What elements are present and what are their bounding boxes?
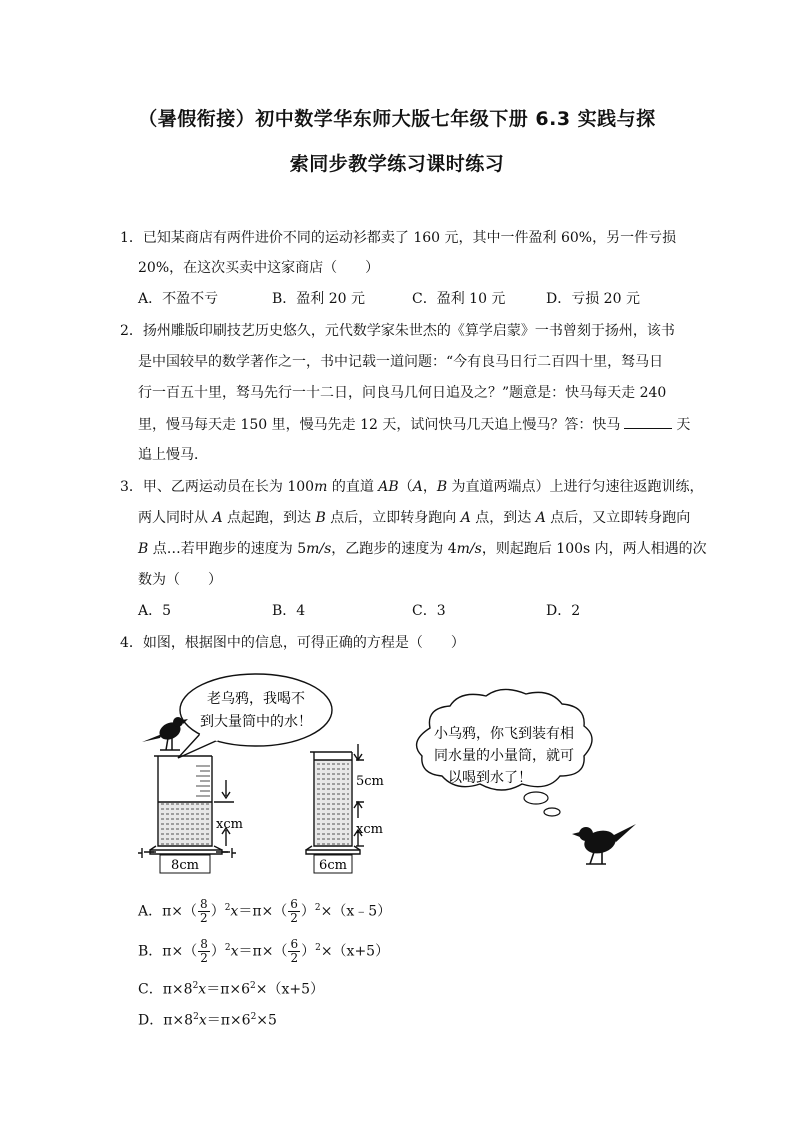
- q3-text: 3．甲、乙两运动员在长为 100: [120, 479, 315, 495]
- q2-line-3: 行一百五十里，驽马先行一十二日，问良马几何日追及之？”题意是：快马每天走 240: [138, 385, 667, 401]
- q4-text: ×5: [256, 1012, 277, 1029]
- fraction: [198, 898, 210, 925]
- q3-point-b: B: [315, 510, 326, 526]
- cyl1-height-label: xcm: [216, 817, 243, 832]
- bubble1-line1: 老乌鸦，我喝不: [207, 691, 305, 707]
- exponent: 2: [192, 981, 199, 991]
- q3-line-3: [138, 539, 707, 559]
- exponent: 2: [224, 943, 231, 953]
- q4-option-d[interactable]: [138, 1007, 277, 1031]
- denominator: 2: [290, 911, 298, 926]
- q3-text: ，则起跑后 100s 内，两人相遇的次: [481, 541, 707, 557]
- bubble1-line2: 到大量筒中的水！: [200, 714, 312, 730]
- q3-unit-ms: m/s: [456, 541, 482, 557]
- numerator: 6: [290, 897, 298, 912]
- q4-text: ×（x﹣5）: [320, 903, 392, 920]
- little-crow-icon: [572, 824, 636, 864]
- q3-text: ，: [422, 479, 437, 495]
- q3-option-b[interactable]: B．4: [272, 603, 306, 619]
- q4-text: ×（x+5）: [320, 943, 390, 960]
- q3-text: 的直道: [327, 479, 379, 495]
- q1-option-c[interactable]: C．盈利 10 元: [412, 291, 506, 307]
- q2-line-1: 2．扬州雕版印刷技艺历史悠久，元代数学家朱世杰的《算学启蒙》一书曾刻于扬州，该书: [120, 323, 675, 339]
- q3-text: （: [398, 479, 413, 495]
- q1-option-b[interactable]: B．盈利 20 元: [272, 291, 366, 307]
- q3-point-a: A: [535, 510, 546, 526]
- q4-text: ）: [210, 903, 225, 920]
- q3-text: ，乙跑步的速度为 4: [331, 541, 457, 557]
- variable-x: x: [230, 903, 239, 920]
- q3-text: 点后，又立即转身跑向: [545, 510, 691, 526]
- q1-line-1: 1．已知某商店有两件进价不同的运动衫都卖了 160 元，其中一件盈利 60%，另一件亏损: [120, 230, 677, 246]
- denominator: 2: [290, 951, 299, 966]
- exponent: 2: [315, 943, 321, 953]
- q2-line-4: [138, 414, 690, 435]
- q2-line-4-text: 里，慢马每天走 150 里，慢马先走 12 天，试问快马几天追上慢马？答：快马: [138, 417, 621, 433]
- q3-point-a: A: [212, 510, 223, 526]
- q3-point-a: A: [460, 510, 471, 526]
- thought-bubble-little-crow: [417, 689, 592, 816]
- q1-line-2: 20%，在这次买卖中这家商店（ ）: [138, 260, 380, 276]
- large-cylinder: [138, 756, 236, 858]
- q1-option-d[interactable]: D．亏损 20 元: [546, 291, 640, 307]
- numerator: 8: [200, 897, 208, 912]
- q3-text: 点起跑，到达: [222, 510, 316, 526]
- q2-line-2: 是中国较早的数学著作之一，书中记载一道问题：“今有良马日行二百四十里，驽马日: [138, 354, 664, 370]
- exponent: 2: [250, 1012, 257, 1022]
- q4-text: ＝π×6: [206, 981, 251, 998]
- fraction: [288, 938, 300, 965]
- title-line-1: （暑假衔接）初中数学华东师大版七年级下册 6.3 实践与探: [138, 108, 656, 130]
- bubble2-line3: 以喝到水了！: [448, 770, 532, 786]
- q3-line-4: 数为（ ）: [138, 572, 222, 588]
- q4-option-c[interactable]: [138, 976, 324, 1000]
- denominator: 2: [200, 911, 208, 926]
- q3-option-c[interactable]: C．3: [412, 603, 446, 619]
- q4-figure: [130, 668, 650, 884]
- bubble2-line2: 同水量的小量筒，就可: [434, 748, 574, 764]
- small-cylinder: [306, 744, 364, 854]
- q3-text: 为直道两端点）上进行匀速往返跑训练，: [447, 479, 704, 495]
- q4-option-b-text: B．π×（: [138, 943, 198, 960]
- exponent: 2: [250, 981, 256, 991]
- exponent: 2: [193, 1012, 199, 1022]
- q4-text: D．π×8: [138, 1012, 194, 1029]
- q4-text: ＝π×6: [206, 1012, 251, 1029]
- q3-text: 点，到达: [470, 510, 536, 526]
- variable-x: x: [230, 943, 239, 960]
- numerator: 6: [290, 937, 299, 952]
- q4-text: ）: [300, 903, 315, 920]
- q1-option-a[interactable]: A．不盈不亏: [138, 291, 219, 307]
- title-line-2: 索同步教学练习课时练习: [289, 153, 505, 175]
- variable-x: x: [198, 981, 207, 998]
- exponent: 2: [224, 903, 231, 913]
- exponent: 2: [314, 903, 321, 913]
- q3-option-a[interactable]: A．5: [138, 603, 172, 619]
- q4-option-b[interactable]: [138, 934, 389, 966]
- q3-option-d[interactable]: D．2: [546, 603, 581, 619]
- q4-text: ×（x+5）: [255, 981, 325, 998]
- q3-point-b: B: [436, 479, 448, 495]
- q3-text: 点后，立即转身跑向: [325, 510, 461, 526]
- variable-x: x: [198, 1012, 207, 1029]
- q4-stem: 4．如图，根据图中的信息，可得正确的方程是（ ）: [120, 635, 465, 651]
- q4-option-a[interactable]: [138, 894, 391, 926]
- q3-unit-ms: m/s: [306, 541, 332, 557]
- fraction: [288, 898, 300, 925]
- cyl2-height-label: xcm: [356, 822, 383, 837]
- q3-point-a: A: [412, 479, 423, 495]
- q4-text: ＝π×（: [238, 903, 288, 920]
- cyl2-extra-label: 5cm: [356, 774, 384, 789]
- q2-line-4-end: 天: [676, 417, 691, 433]
- q4-text: C．π×8: [138, 981, 193, 998]
- q3-unit-m: m: [314, 479, 328, 495]
- cyl2-width-label: 6cm: [319, 858, 347, 873]
- q4-text: ）: [301, 943, 316, 960]
- q2-line-5: 追上慢马．: [138, 447, 208, 463]
- q3-line-2: [138, 508, 690, 528]
- bubble2-line1: 小乌鸦，你飞到装有相: [434, 726, 574, 742]
- q4-option-a-text: A．π×（: [138, 903, 198, 920]
- cyl1-width-label: 8cm: [171, 858, 199, 873]
- speech-bubble-old-crow: [178, 674, 332, 758]
- q4-text: ＝π×（: [238, 943, 288, 960]
- denominator: 2: [200, 951, 208, 966]
- fraction: [198, 938, 210, 965]
- q3-text: 两人同时从: [138, 510, 213, 526]
- numerator: 8: [200, 937, 208, 952]
- q4-text: ）: [210, 943, 225, 960]
- q3-segment-ab: AB: [378, 479, 399, 495]
- q3-line-1: [120, 477, 704, 497]
- q2-answer-blank[interactable]: [624, 414, 672, 429]
- q3-text: 点…若甲跑步的速度为 5: [148, 541, 307, 557]
- q3-point-b: B: [138, 541, 149, 557]
- old-crow-icon: [142, 717, 188, 750]
